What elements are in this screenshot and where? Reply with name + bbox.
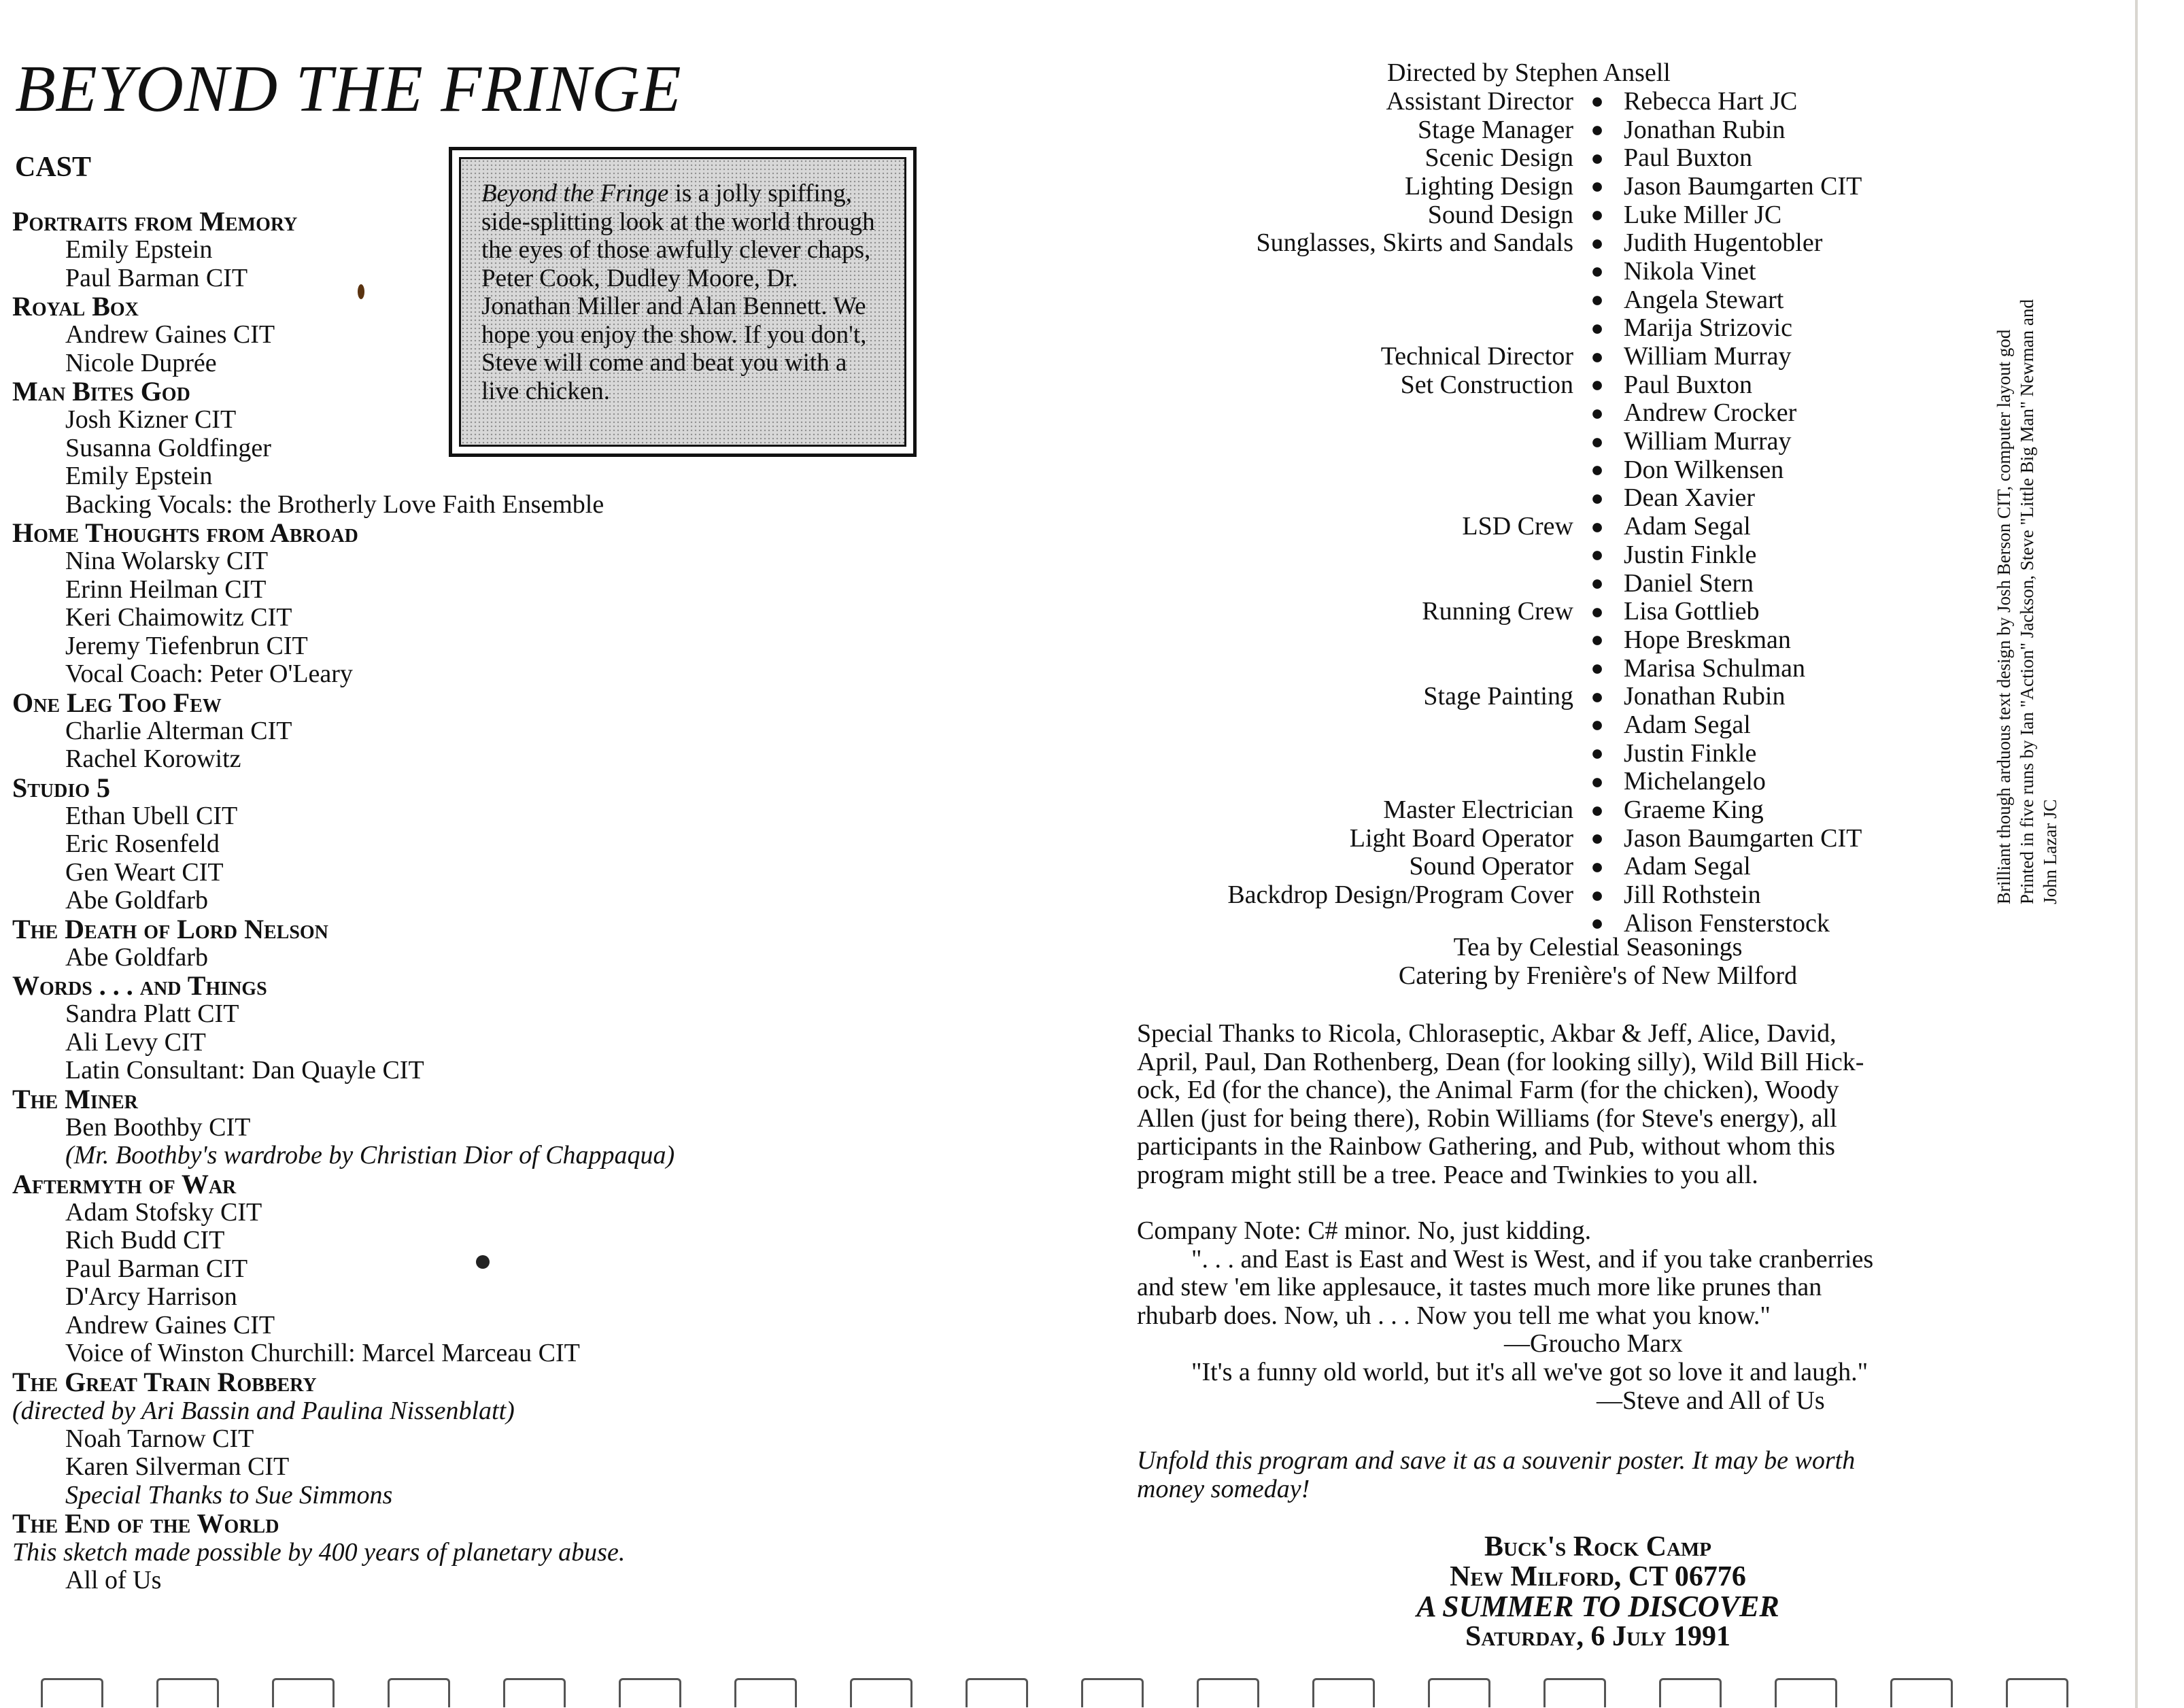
cast-member: D'Arcy Harrison xyxy=(65,1282,237,1311)
cast-member: Gen Weart CIT xyxy=(65,857,224,887)
credit-name: Michelangelo xyxy=(1624,767,1766,796)
bullet-icon: ● xyxy=(1590,343,1604,369)
perforation-mark xyxy=(1197,1678,1259,1707)
perforation-mark xyxy=(966,1678,1028,1707)
unfold-line: Unfold this program and save it as a souvenir poster. It may be worth xyxy=(1137,1446,1856,1475)
unfold-note xyxy=(1137,1447,2021,1503)
sketch-title: Studio 5 xyxy=(12,772,111,803)
credit-row xyxy=(1122,626,1862,654)
cast-member: Emily Epstein xyxy=(65,462,213,490)
cast-member: Sandra Platt CIT xyxy=(65,1000,239,1028)
cast-member: Ethan Ubell CIT xyxy=(65,801,238,830)
credit-role: Light Board Operator xyxy=(1349,823,1573,853)
bullet-icon: ● xyxy=(1590,542,1604,567)
perforation-mark xyxy=(1543,1678,1606,1707)
credit-row xyxy=(1122,201,1862,229)
cast-member: Rachel Korowitz xyxy=(65,745,241,773)
credit-role: Lighting Design xyxy=(1404,171,1573,201)
credit-name: Rebecca Hart JC xyxy=(1624,86,1798,116)
perforation-mark xyxy=(272,1678,335,1707)
bullet-icon: ● xyxy=(1590,145,1604,170)
credit-row xyxy=(1122,739,1862,768)
blurb-show-title: Beyond the Fringe xyxy=(481,180,669,207)
company-note xyxy=(1137,1217,2041,1415)
credit-name: Graeme King xyxy=(1624,796,1764,825)
bullet-icon: ● xyxy=(1590,853,1604,878)
quote2: "It's a funny old world, but it's all we've got so love it and laugh." xyxy=(1191,1357,1869,1386)
sketch-title: Home Thoughts from Abroad xyxy=(12,517,358,548)
credit-role: Scenic Design xyxy=(1424,143,1573,173)
credit-role: Stage Manager xyxy=(1418,115,1573,144)
credit-row xyxy=(1122,881,1862,909)
credit-name: Adam Segal xyxy=(1624,710,1751,739)
bullet-icon: ● xyxy=(1590,202,1604,227)
bullet-icon: ● xyxy=(1590,513,1604,539)
credit-name: Luke Miller JC xyxy=(1624,200,1782,229)
credit-name: William Murray xyxy=(1624,342,1792,371)
quote1-attribution: —Groucho Marx xyxy=(1504,1329,1683,1359)
blurb-body: is a jolly spiffing, side-splitting look at the world through the eyes of those awfully clever chaps, Peter Cook, Dudley Moore, Dr. Jonathan Miller and Alan Bennett. We hope you enjoy the show. If you don't, Steve will come and beat you with a live chicken. xyxy=(481,180,875,405)
cast-member: Jeremy Tiefenbrun CIT xyxy=(65,631,308,660)
quote1-line: and stew 'em like applesauce, it tastes much more like prunes than xyxy=(1137,1273,1822,1302)
credit-role: Backdrop Design/Program Cover xyxy=(1227,881,1573,910)
cast-member: Ali Levy CIT xyxy=(65,1027,206,1057)
sketch xyxy=(12,1368,815,1510)
cast-member: Karen Silverman CIT xyxy=(65,1452,290,1481)
bullet-icon: ● xyxy=(1590,570,1604,596)
quote1-line: ". . . and East is East and West is West, and if you take cranberries xyxy=(1191,1244,1874,1274)
cast-member: Backing Vocals: the Brotherly Love Faith Ensemble xyxy=(65,490,604,519)
credit-name: Jonathan Rubin xyxy=(1624,682,1786,711)
sketch xyxy=(12,915,815,972)
cast-member: Susanna Goldfinger xyxy=(65,433,271,462)
credit-role: Assistant Director xyxy=(1386,86,1573,116)
special-thanks xyxy=(1137,1020,2014,1190)
credit-name: Jason Baumgarten CIT xyxy=(1624,823,1862,853)
perforation-mark xyxy=(1659,1678,1722,1707)
credit-row xyxy=(1122,569,1862,598)
bullet-icon: ● xyxy=(1590,230,1604,255)
credit-name: Jonathan Rubin xyxy=(1624,115,1786,144)
cast-member: Paul Barman CIT xyxy=(65,263,248,292)
credit-role: Sound Operator xyxy=(1409,852,1573,881)
bullet-icon: ● xyxy=(1590,173,1604,199)
company-note-intro: Company Note: C# minor. No, just kidding. xyxy=(1137,1216,1592,1245)
credit-name: Adam Segal xyxy=(1624,512,1751,541)
ink-speck xyxy=(476,1255,490,1269)
bullet-icon: ● xyxy=(1590,315,1604,340)
cast-member: Abe Goldfarb xyxy=(65,942,208,972)
cast-member: Rich Budd CIT xyxy=(65,1226,225,1254)
credit-name: William Murray xyxy=(1624,427,1792,456)
credit-row xyxy=(1122,768,1862,796)
credit-role: Sunglasses, Skirts and Sandals xyxy=(1256,228,1573,258)
sketch-title: The Death of Lord Nelson xyxy=(12,913,328,944)
bullet-icon: ● xyxy=(1590,712,1604,737)
credit-row xyxy=(1122,116,1862,144)
blurb-text xyxy=(459,157,906,447)
credit-row xyxy=(1122,484,1862,513)
bullet-icon: ● xyxy=(1590,825,1604,851)
thanks-line: participants in the Rainbow Gathering, and Pub, without whom this xyxy=(1137,1132,1835,1161)
perforation-mark xyxy=(1428,1678,1490,1707)
credit-role: Sound Design xyxy=(1427,200,1573,229)
credit-name: Andrew Crocker xyxy=(1624,398,1797,428)
perforation-mark xyxy=(41,1678,103,1707)
sketch xyxy=(12,519,815,689)
bullet-icon: ● xyxy=(1590,797,1604,822)
sketch-note: (directed by Ari Bassin and Paulina Nissenblatt) xyxy=(12,1396,515,1425)
credit-name: Justin Finkle xyxy=(1624,540,1757,569)
camp-location: New Milford, CT 06776 xyxy=(1450,1561,1746,1592)
cast-member: Josh Kizner CIT xyxy=(65,405,237,434)
bullet-icon: ● xyxy=(1590,400,1604,425)
cast-member: Charlie Alterman CIT xyxy=(65,716,292,745)
credit-name: Angela Stewart xyxy=(1624,285,1784,314)
credit-row xyxy=(1122,399,1862,428)
credit-name: Hope Breskman xyxy=(1624,625,1791,654)
credit-name: Nikola Vinet xyxy=(1624,256,1756,286)
bullet-icon: ● xyxy=(1590,910,1604,936)
cast-member: Nicole Duprée xyxy=(65,348,217,377)
sidenote-line: John Lazar JC xyxy=(2040,799,2060,904)
perforation-mark xyxy=(850,1678,912,1707)
credit-row xyxy=(1122,711,1862,739)
credit-row xyxy=(1122,682,1862,711)
camp-block xyxy=(1292,1532,1904,1652)
credit-row xyxy=(1122,371,1862,399)
credit-row xyxy=(1122,456,1862,484)
cast-member: Nina Wolarsky CIT xyxy=(65,547,269,575)
sketch xyxy=(12,774,815,915)
cast-member: Latin Consultant: Dan Quayle CIT xyxy=(65,1056,424,1084)
bullet-icon: ● xyxy=(1590,768,1604,793)
quote1-line: rhubarb does. Now, uh . . . Now you tell me what you know." xyxy=(1137,1301,1771,1330)
credit-role: LSD Crew xyxy=(1462,512,1573,541)
credit-name: Daniel Stern xyxy=(1624,568,1754,598)
credit-row xyxy=(1122,654,1862,683)
sidenote-line: Brilliant though arduous text design by Josh Berson CIT, computer layout god xyxy=(1994,329,2014,904)
quote2-attribution: —Steve and All of Us xyxy=(1597,1386,1825,1415)
design-credit-sidenote xyxy=(1992,299,2062,904)
perforation-mark xyxy=(1312,1678,1375,1707)
perforation-mark xyxy=(2006,1678,2068,1707)
perforation-mark xyxy=(388,1678,450,1707)
perforation-mark xyxy=(1775,1678,1837,1707)
tea-credit: Tea by Celestial Seasonings xyxy=(1453,933,1743,961)
cast-member: Erinn Heilman CIT xyxy=(65,575,267,604)
sketch-title: The End of the World xyxy=(12,1508,279,1539)
sponsors xyxy=(1122,933,2074,990)
credit-row xyxy=(1122,796,1862,824)
credit-role: Master Electrician xyxy=(1383,796,1573,825)
sketch-title: The Great Train Robbery xyxy=(12,1366,317,1397)
cast-member: Emily Epstein xyxy=(65,235,213,264)
cast-member: Vocal Coach: Peter O'Leary xyxy=(65,660,353,688)
perforation-mark xyxy=(1081,1678,1144,1707)
cast-member: Eric Rosenfeld xyxy=(65,830,220,858)
sketch-title: Words . . . and Things xyxy=(12,970,267,1001)
credit-name: Adam Segal xyxy=(1624,852,1751,881)
sketch xyxy=(12,972,815,1085)
credit-name: Don Wilkensen xyxy=(1624,455,1784,484)
cast-note: (Mr. Boothby's wardrobe by Christian Dior of Chappaqua) xyxy=(65,1141,675,1169)
perforation-mark xyxy=(503,1678,566,1707)
credit-name: Marisa Schulman xyxy=(1624,653,1806,683)
credit-row xyxy=(1122,228,1862,257)
credit-row xyxy=(1122,342,1862,371)
catering-credit: Catering by Frenière's of New Milford xyxy=(1398,961,1798,990)
credit-role: Stage Painting xyxy=(1423,682,1573,711)
program-title: BEYOND THE FRINGE xyxy=(15,52,682,126)
bullet-icon: ● xyxy=(1590,598,1604,624)
credit-row xyxy=(1122,314,1862,343)
perforation-mark xyxy=(619,1678,681,1707)
credit-row xyxy=(1122,286,1862,314)
sketch xyxy=(12,1085,815,1170)
perforation-edge xyxy=(41,1678,2121,1708)
sketch-title: Man Bites God xyxy=(12,376,190,407)
credit-row xyxy=(1122,172,1862,201)
cast-member: Voice of Winston Churchill: Marcel Marceau CIT xyxy=(65,1339,580,1367)
credit-row xyxy=(1122,427,1862,456)
bullet-icon: ● xyxy=(1590,457,1604,482)
credit-name: Dean Xavier xyxy=(1624,483,1756,513)
bullet-icon: ● xyxy=(1590,882,1604,907)
perforation-mark xyxy=(156,1678,219,1707)
credit-name: Jill Rothstein xyxy=(1624,881,1761,910)
thanks-line: ock, Ed (for the chance), the Animal Farm (for the chicken), Woody xyxy=(1137,1076,1839,1105)
directed-by: Directed by Stephen Ansell xyxy=(1387,58,1671,87)
perforation-mark xyxy=(734,1678,797,1707)
cast-member: Andrew Gaines CIT xyxy=(65,1310,275,1339)
sketch xyxy=(12,689,815,774)
bullet-icon: ● xyxy=(1590,428,1604,454)
bullet-icon: ● xyxy=(1590,372,1604,397)
thanks-line: Special Thanks to Ricola, Chloraseptic, Akbar & Jeff, Alice, David, xyxy=(1137,1019,1837,1048)
bullet-icon: ● xyxy=(1590,287,1604,312)
sidenote-line: Printed in five runs by Ian "Action" Jackson, Steve "Little Big Man" Newman and xyxy=(2017,299,2037,904)
credit-row xyxy=(1122,143,1862,172)
bullet-icon: ● xyxy=(1590,683,1604,708)
bullet-icon: ● xyxy=(1590,258,1604,284)
bullet-icon: ● xyxy=(1590,740,1604,766)
bullet-icon: ● xyxy=(1590,627,1604,652)
bullet-icon: ● xyxy=(1590,88,1604,114)
cast-member: Keri Chaimowitz CIT xyxy=(65,603,292,632)
cast-heading: CAST xyxy=(15,152,92,183)
credit-row xyxy=(1122,257,1862,286)
credit-name: Marija Strizovic xyxy=(1624,313,1792,343)
credit-name: Judith Hugentobler xyxy=(1624,228,1823,258)
cast-member: Paul Barman CIT xyxy=(65,1254,248,1283)
camp-slogan: A SUMMER TO DISCOVER xyxy=(1416,1590,1779,1623)
credit-row xyxy=(1122,597,1862,626)
sketch-title: Portraits from Memory xyxy=(12,206,298,237)
sketch-note: This sketch made possible by 400 years of planetary abuse. xyxy=(12,1538,626,1567)
cast-member: All of Us xyxy=(65,1566,162,1594)
cast-member: Ben Boothby CIT xyxy=(65,1112,251,1142)
credit-name: Justin Finkle xyxy=(1624,738,1757,768)
bullet-icon: ● xyxy=(1590,117,1604,142)
blurb-box xyxy=(449,147,917,457)
sketch-title: One Leg Too Few xyxy=(12,687,222,718)
camp-name: Buck's Rock Camp xyxy=(1484,1531,1711,1562)
credit-role: Set Construction xyxy=(1400,370,1573,399)
credit-name: Alison Fensterstock xyxy=(1624,908,1830,938)
sketch-title: Royal Box xyxy=(12,291,139,322)
performance-date: Saturday, 6 July 1991 xyxy=(1465,1621,1731,1652)
ink-speck xyxy=(358,284,364,299)
credit-name: Lisa Gottlieb xyxy=(1624,597,1760,626)
cast-member: Adam Stofsky CIT xyxy=(65,1197,262,1227)
credit-name: Paul Buxton xyxy=(1624,370,1752,399)
credit-row xyxy=(1122,512,1862,541)
credit-name: Paul Buxton xyxy=(1624,143,1752,173)
binding-edge xyxy=(2135,0,2184,1708)
credits-list xyxy=(1122,87,1862,938)
credit-role: Technical Director xyxy=(1380,342,1573,371)
credit-row xyxy=(1122,87,1862,116)
thanks-line: program might still be a tree. Peace and Twinkies to you all. xyxy=(1137,1160,1758,1189)
credit-row xyxy=(1122,853,1862,881)
cast-member: Abe Goldfarb xyxy=(65,886,208,915)
credit-role: Running Crew xyxy=(1422,597,1573,626)
bullet-icon: ● xyxy=(1590,655,1604,681)
unfold-line: money someday! xyxy=(1137,1474,1310,1503)
credit-row xyxy=(1122,824,1862,853)
sketch xyxy=(12,1509,815,1595)
cast-member: Noah Tarnow CIT xyxy=(65,1424,254,1453)
sketch-title: The Miner xyxy=(12,1083,138,1114)
credit-row xyxy=(1122,541,1862,569)
perforation-mark xyxy=(1890,1678,1953,1707)
sketch xyxy=(12,1170,815,1368)
cast-member: Andrew Gaines CIT xyxy=(65,320,275,349)
thanks-line: April, Paul, Dan Rothenberg, Dean (for looking silly), Wild Bill Hick- xyxy=(1137,1047,1864,1076)
thanks-line: Allen (just for being there), Robin Williams (for Steve's energy), all xyxy=(1137,1104,1837,1133)
cast-note: Special Thanks to Sue Simmons xyxy=(65,1480,393,1509)
bullet-icon: ● xyxy=(1590,485,1604,510)
credit-name: Jason Baumgarten CIT xyxy=(1624,171,1862,201)
sketch-title: Aftermyth of War xyxy=(12,1168,237,1199)
